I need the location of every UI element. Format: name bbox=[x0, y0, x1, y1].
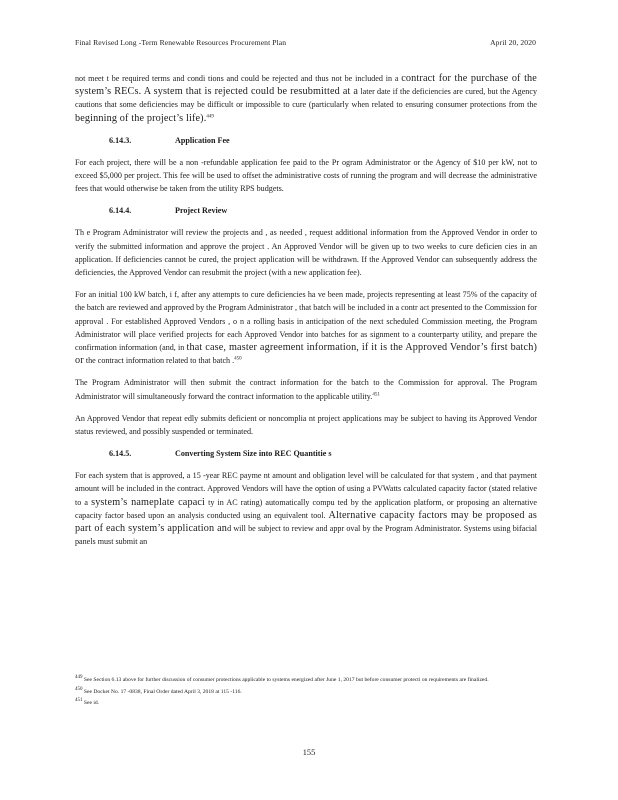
paragraph-text: ty in AC rating) automatically compu ted by the application platform, or proposing an alternative capacity factor based upon an analysis conducted using an equivalent tool. bbox=[75, 497, 537, 520]
paragraph-text: later date if the deficiencies are cured, but the Agency cautions that some deficiencies may be difficult or impossible to cure (particularly when related to ensuring consumer protections from the bbox=[75, 87, 537, 110]
section-heading-converting-system-size bbox=[109, 447, 537, 460]
header-date: April 20, 2020 bbox=[490, 38, 536, 47]
footnote-ref[interactable]: 450 bbox=[234, 356, 242, 362]
footnote-mark: 450 bbox=[75, 686, 83, 692]
section-heading-project-review bbox=[109, 204, 537, 217]
footnote-text: See id. bbox=[83, 700, 100, 707]
paragraph-text-large: contract for the purchase of the system’s RECs. A system that is rejected could be resubmitted at a bbox=[75, 73, 537, 98]
footnote-ref[interactable]: 451 bbox=[372, 391, 380, 397]
page-number: 155 bbox=[302, 748, 316, 757]
paragraph-text: The Program Administrator will then submit the contract information for the batch to the Commission for approval. The Program Administrator will simultaneously forward the contract information to the applicable utility. bbox=[75, 378, 537, 401]
footnote bbox=[75, 688, 537, 697]
paragraph-text-large: system’s nameplate capaci bbox=[91, 496, 206, 508]
section-number: 6.14.3. bbox=[109, 135, 132, 145]
footnote-ref[interactable]: 449 bbox=[206, 113, 214, 119]
paragraph-submission bbox=[75, 376, 537, 402]
body-text bbox=[75, 72, 537, 557]
footnote bbox=[75, 676, 537, 685]
paragraph-text-large: beginning of the project’s life). bbox=[75, 112, 207, 124]
section-title: Converting System Size into REC Quantitie s bbox=[175, 449, 332, 459]
paragraph-text-large: that case, master agreement information, if it is the Approved Vendor’s first batch) or bbox=[75, 342, 537, 367]
paragraph-rec-quantities bbox=[75, 469, 537, 548]
section-title: Project Review bbox=[175, 206, 228, 216]
paragraph-text: the contract information related to that batch . bbox=[85, 356, 235, 366]
section-number: 6.14.5. bbox=[109, 449, 132, 459]
paragraph-text: not meet t be required terms and condi tions and could be rejected and thus not be included in a bbox=[75, 74, 399, 83]
paragraph-application-fee: For each project, there will be a non -refundable application fee paid to the Pr ogram Administrator or the Agency of $10 per kW, not to exceed $5,000 per project. This fee will be used to offset the administrative costs of running the program and will decrease the administrative fees that would otherwise be taken from the utility RPS budgets. bbox=[75, 157, 537, 194]
paragraph-text-large: Alternative capacity factors may be proposed as part of each system’s application an bbox=[75, 509, 537, 535]
footnote-text: See Section 6.13 above for further discussion of consumer protections applicable to systems energized after June 1, 2017 but before consumer protecti on requirements are finalized. bbox=[83, 677, 489, 683]
footnote-mark: 449 bbox=[75, 675, 83, 681]
paragraph-deficient-vendors: An Approved Vendor that repeat edly submits deficient or noncomplia nt project applications may be subject to having its Approved Vendor status reviewed, and possibly suspended or terminated. bbox=[75, 413, 537, 437]
paragraph-text: For each system that is approved, a 15 -year REC payme nt amount and obligation level will be calculated for that system , and that payment amount will be included in the contract. Approved Vendors will have the option of using a PVWatts calculated capacity factor (stated relative to a bbox=[75, 471, 537, 507]
paragraph-carryover bbox=[75, 72, 537, 125]
section-heading-application-fee bbox=[109, 134, 537, 147]
header-title: Final Revised Long -Term Renewable Resources Procurement Plan bbox=[75, 38, 287, 47]
footnote-mark: 451 bbox=[75, 698, 83, 704]
footnotes bbox=[75, 676, 537, 711]
section-title: Application Fee bbox=[175, 135, 230, 145]
paragraph-project-review: Th e Program Administrator will review the projects and , as needed , request additional information from the Approved Vendor in order to verify the submitted information and approve the project . An Approved Vendor will be given up to two weeks to cure deficien cies in an application. If deficiencies cannot be cured, the project application will be withdrawn. If the Approved Vendor can subsequently address the deficiencies, the Approved Vendor can resubmit the project (with a new application fee). bbox=[75, 228, 537, 278]
paragraph-batches bbox=[75, 288, 537, 367]
footnote bbox=[75, 699, 537, 708]
paragraph-text: For an initial 100 kW batch, i f, after any attempts to cure deficiencies ha ve been made, projects representing at least 75% of the capacity of the batch are reviewed and approved by the Program Administrator , that batch will be included in a contr act presented to the Commission for approval . For established Approved Vendors , o n a rolling basis in anticipation of the next scheduled Commission meeting, the Program Administrator will place verified projects for each Approved Vendor into batches for as signment to a counterparty utility, and prepare the confirmation information (and, in bbox=[75, 290, 537, 353]
section-number: 6.14.4. bbox=[109, 206, 132, 216]
paragraph-text: d will be subject to review and appr oval by the Program Administrator. Systems using bifacial panels must submit an bbox=[75, 524, 538, 547]
running-header bbox=[75, 38, 536, 47]
footnote-text: See Docket No. 17 -0838, Final Order dated April 3, 2018 at 115 -116. bbox=[83, 688, 242, 695]
